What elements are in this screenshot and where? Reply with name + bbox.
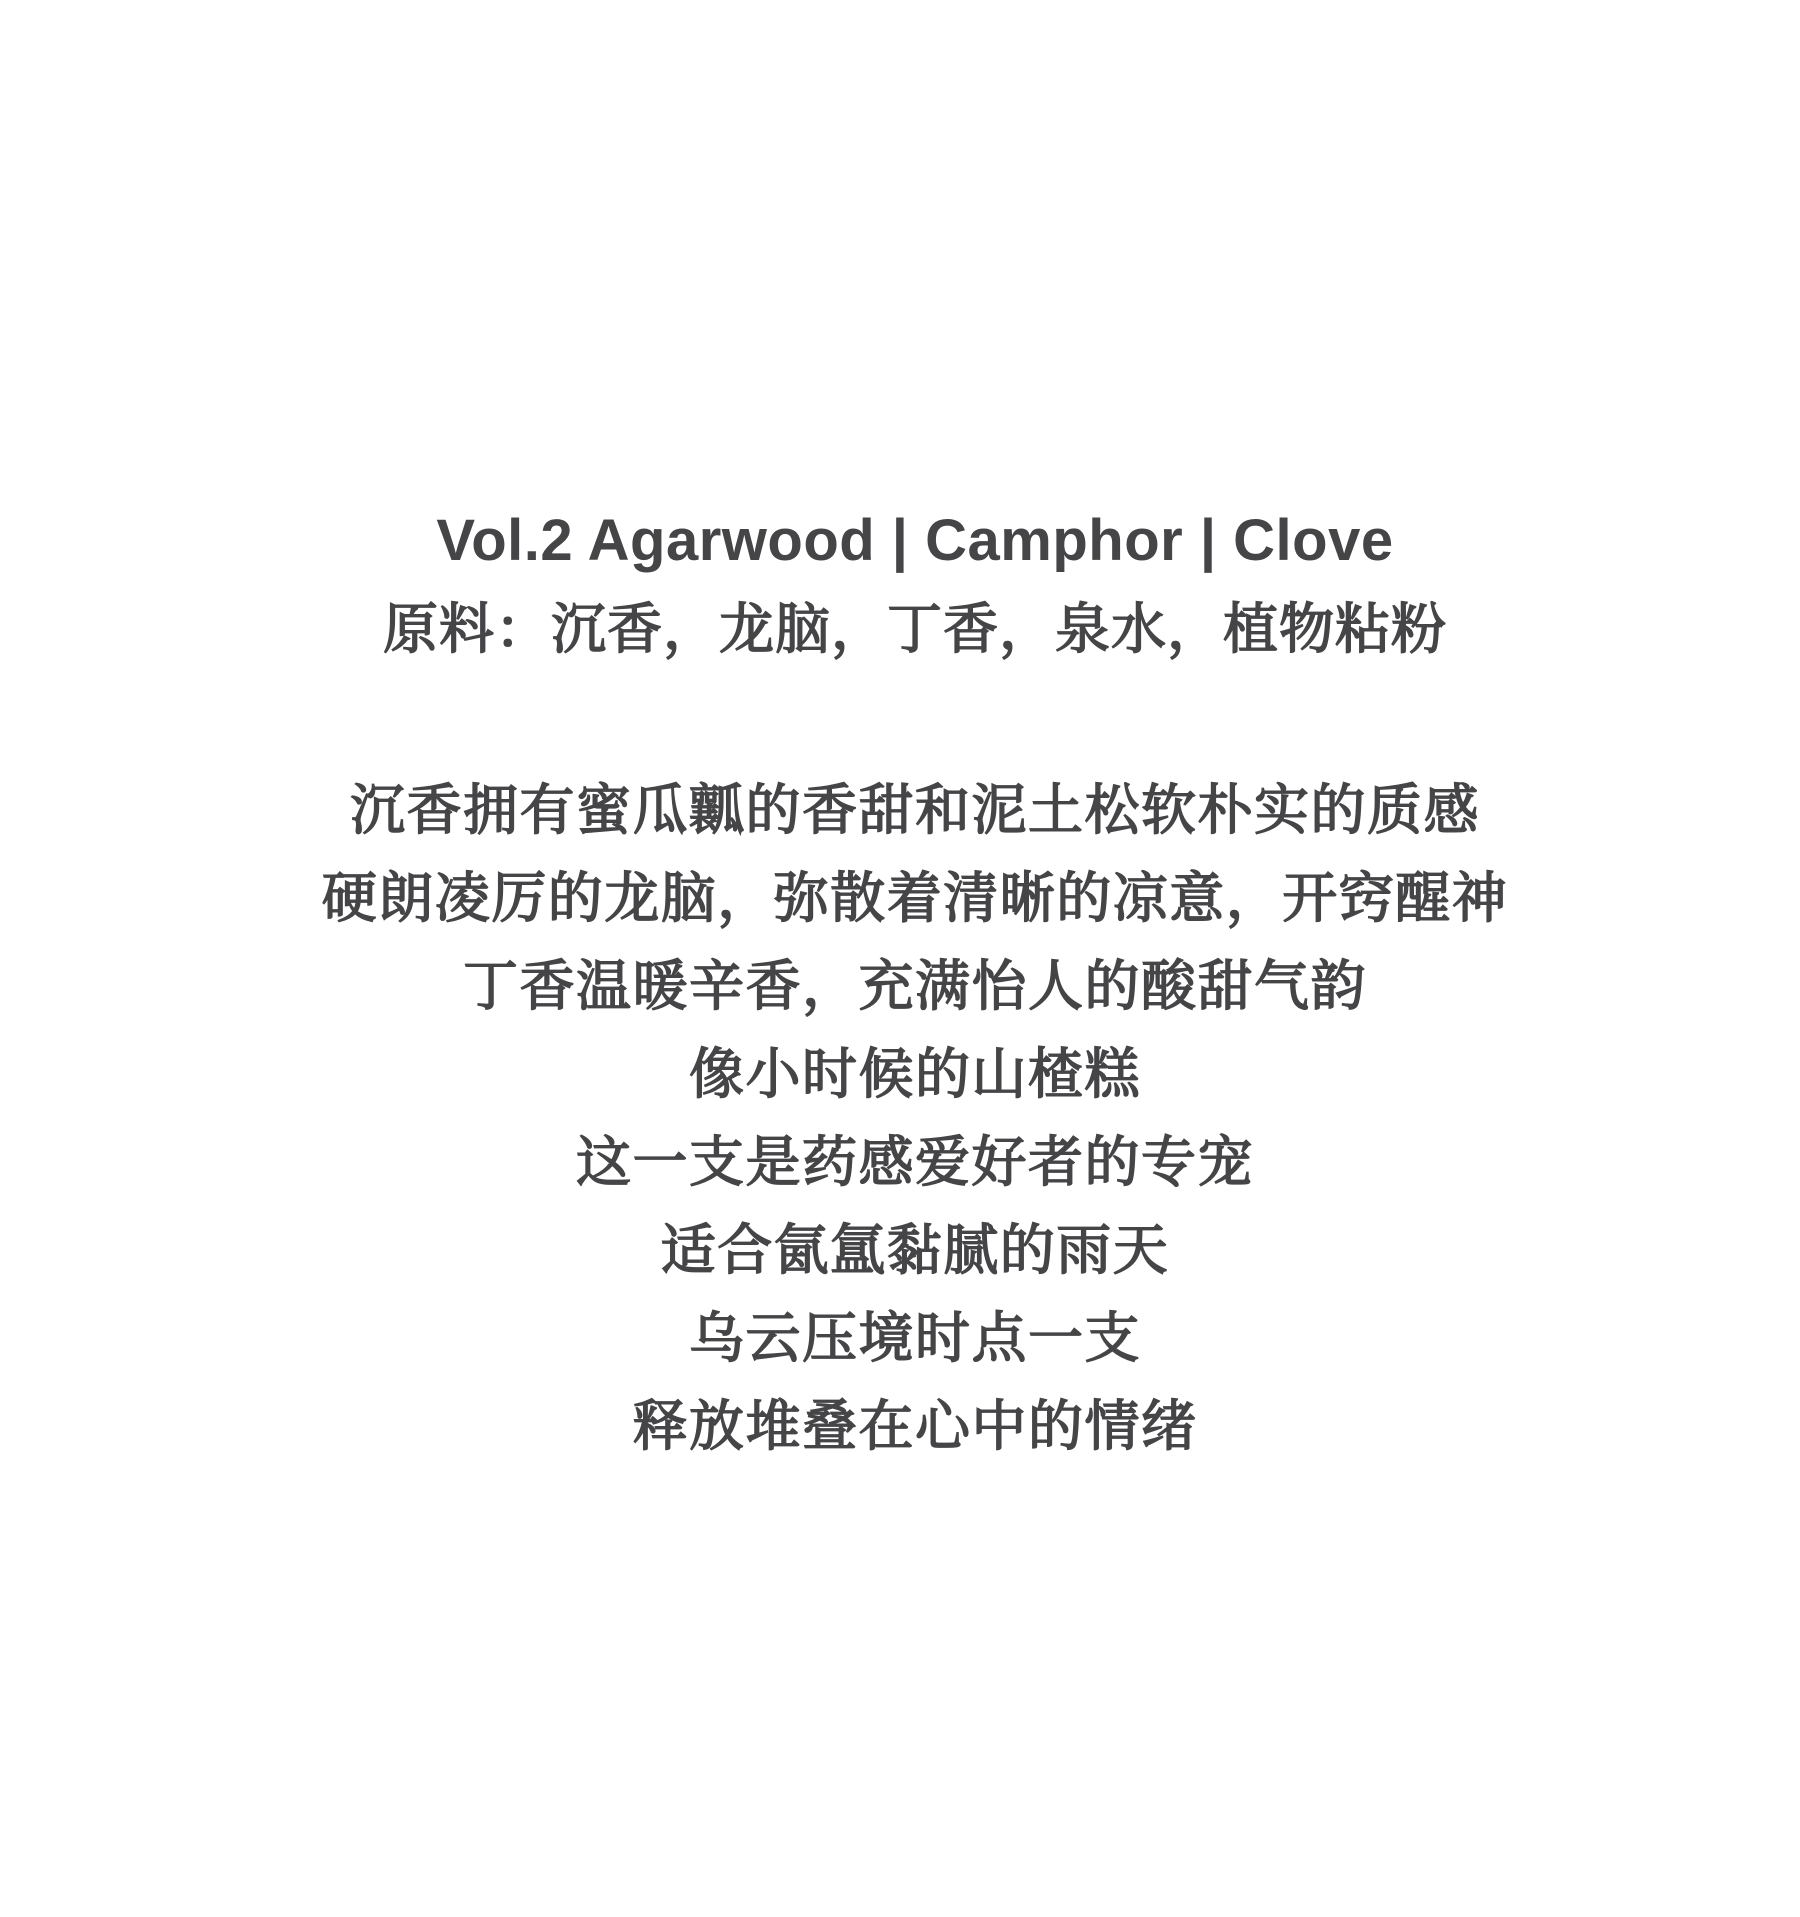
description-line: 乌云压境时点一支 bbox=[688, 1307, 1141, 1369]
description-line: 适合氤氲黏腻的雨天 bbox=[660, 1219, 1170, 1281]
description-line: 这一支是药感爱好者的专宠 bbox=[575, 1131, 1254, 1193]
incense-product-page bbox=[15, 0, 1800, 1917]
description-line: 释放堆叠在心中的情绪 bbox=[632, 1395, 1198, 1457]
description-line: 沉香拥有蜜瓜瓤的香甜和泥土松软朴实的质感 bbox=[349, 779, 1480, 841]
description-line: 丁香温暖辛香，充满怡人的酸甜气韵 bbox=[462, 955, 1367, 1017]
product-header bbox=[15, 497, 1800, 673]
description-line: 像小时候的山楂糕 bbox=[688, 1043, 1141, 1105]
ingredients-line: 原料：沉香，龙脑，丁香，泉水，植物粘粉 bbox=[382, 598, 1447, 660]
product-description bbox=[15, 766, 1800, 1470]
product-title: Vol.2 Agarwood | Camphor | Clove bbox=[436, 508, 1394, 573]
description-line: 硬朗凌厉的龙脑，弥散着清晰的凉意，开窍醒神 bbox=[321, 867, 1509, 929]
